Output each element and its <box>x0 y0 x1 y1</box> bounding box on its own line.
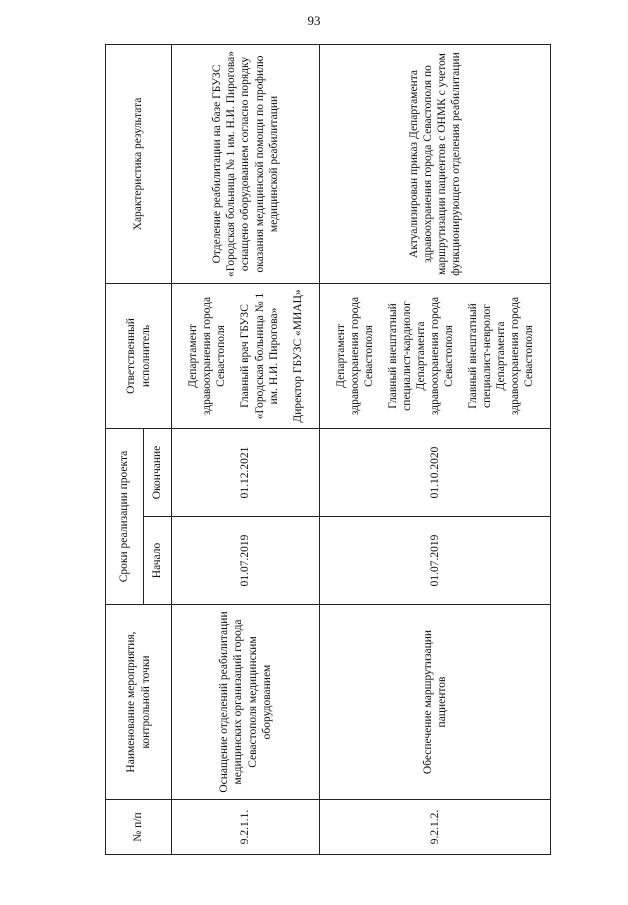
row-name: Обеспечение маршрутизации пациентов <box>320 605 551 800</box>
row-name: Оснащение отделений реабилитации медицинских организаций города Севастополя медицинским оборудованием <box>172 605 320 800</box>
rotated-table-wrapper <box>105 45 550 855</box>
row-num: 9.2.1.2. <box>320 800 551 855</box>
header-name: Наименование мероприятия, контрольной точки <box>106 605 172 800</box>
table-row <box>320 44 551 854</box>
responsible-line: Департамент здравоохранения города Севастополя <box>187 296 228 416</box>
row-start: 01.07.2019 <box>320 517 551 605</box>
header-num: № п/п <box>106 800 172 855</box>
row-responsible <box>172 283 320 428</box>
row-end: 01.12.2021 <box>172 428 320 516</box>
row-num: 9.2.1.1. <box>172 800 320 855</box>
row-result: Актуализирован приказ Департамента здравоохранения города Севастополя по маршрутизации пациентов с ОНМК с учетом функционирующего отделения реабилитации <box>320 44 551 283</box>
row-responsible <box>320 283 551 428</box>
responsible-line: Главный внештатный специалист-невролог Департамента здравоохранения города Севастополя <box>467 296 536 416</box>
header-dates-group: Сроки реализации проекта <box>106 428 144 604</box>
project-schedule-table <box>105 44 551 855</box>
row-start: 01.07.2019 <box>172 517 320 605</box>
page-number: 93 <box>307 13 321 28</box>
header-end: Окончание <box>144 428 172 516</box>
responsible-line: Главный внештатный специалист-кардиолог Департамента здравоохранения города Севастополя <box>386 296 455 416</box>
responsible-line: Главный врач ГБУЗС «Городская больница № 1 им. Н.И. Пирогова» <box>239 292 280 420</box>
responsible-line: Директор ГБУЗС «МИАЦ» <box>291 289 304 423</box>
header-responsible: Ответственный исполнитель <box>106 283 172 428</box>
header-row <box>106 44 144 854</box>
table-row <box>172 44 320 854</box>
row-end: 01.10.2020 <box>320 428 551 516</box>
header-start: Начало <box>144 517 172 605</box>
row-result: Отделение реабилитации на базе ГБУЗС «Городская больница № 1 им. Н.И. Пирогова» оснащено оборудованием согласно порядку оказания медицинской помощи по профилю медицинской реабилитации <box>172 44 320 283</box>
header-result: Характеристика результата <box>106 44 172 283</box>
responsible-line: Департамент здравоохранения города Севастополя <box>334 296 375 416</box>
